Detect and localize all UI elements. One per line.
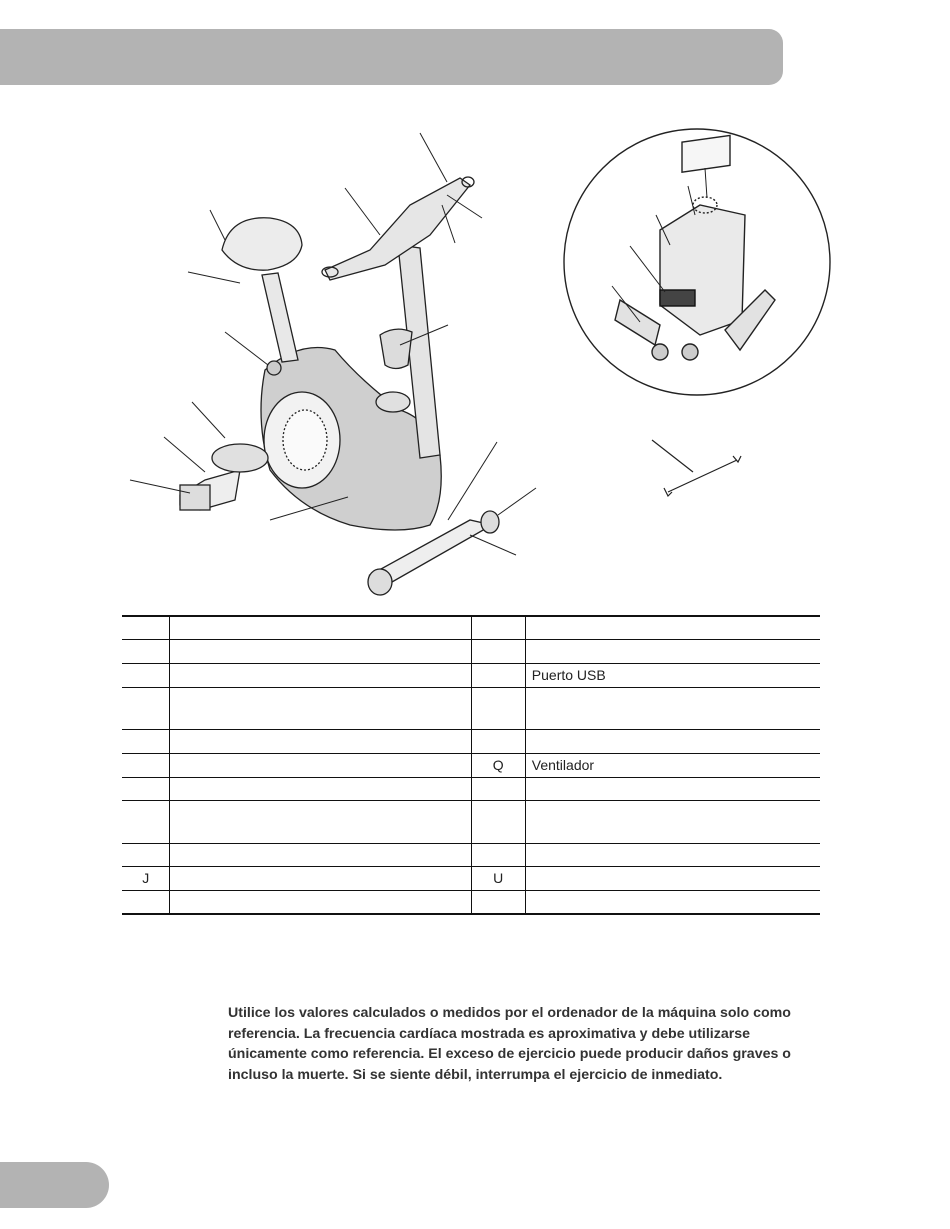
rear-foot-right xyxy=(481,511,499,533)
left-letter: J xyxy=(122,866,170,890)
right-description xyxy=(525,729,820,753)
right-description xyxy=(525,687,820,729)
right-description xyxy=(525,866,820,890)
left-description xyxy=(170,866,471,890)
left-description xyxy=(170,800,471,843)
right-letter xyxy=(471,843,525,866)
seat xyxy=(222,218,302,270)
console-display xyxy=(682,135,730,172)
table-row xyxy=(122,616,820,639)
table-row xyxy=(122,729,820,753)
left-letter xyxy=(122,616,170,639)
detail-knob-right xyxy=(682,344,698,360)
right-description xyxy=(525,843,820,866)
right-letter xyxy=(471,639,525,663)
bottle-holder xyxy=(380,329,412,368)
right-description xyxy=(525,800,820,843)
flywheel-vents xyxy=(283,410,327,470)
right-description xyxy=(525,890,820,914)
left-description xyxy=(170,687,471,729)
right-letter xyxy=(471,616,525,639)
rear-foot-left xyxy=(368,569,392,595)
table-row xyxy=(122,687,820,729)
left-letter xyxy=(122,687,170,729)
right-letter xyxy=(471,729,525,753)
warning-line-1: Utilice los valores calculados o medidos por el ordenador de la máquina solo como xyxy=(228,1005,791,1021)
left-letter xyxy=(122,890,170,914)
table-row xyxy=(122,663,820,687)
right-letter: Q xyxy=(471,753,525,777)
right-description xyxy=(525,639,820,663)
right-letter xyxy=(471,890,525,914)
detail-knob-left xyxy=(652,344,668,360)
left-letter xyxy=(122,663,170,687)
left-description xyxy=(170,639,471,663)
pedal-left xyxy=(212,444,268,472)
left-letter xyxy=(122,729,170,753)
warning-line-3: únicamente como referencia. El exceso de ejercicio puede producir daños graves o xyxy=(228,1046,791,1062)
table-row xyxy=(122,890,820,914)
left-letter xyxy=(122,843,170,866)
left-description xyxy=(170,843,471,866)
table-row xyxy=(122,866,820,890)
right-description: Puerto USB xyxy=(525,663,820,687)
right-description: Ventilador xyxy=(525,753,820,777)
left-letter xyxy=(122,800,170,843)
table-row xyxy=(122,800,820,843)
table-row xyxy=(122,639,820,663)
left-letter xyxy=(122,753,170,777)
power-cord xyxy=(668,460,737,492)
table-row xyxy=(122,753,820,777)
left-description xyxy=(170,729,471,753)
exercise-bike-illustration xyxy=(0,0,950,610)
left-description xyxy=(170,753,471,777)
warning-line-4: incluso la muerte. Si se siente débil, interrumpa el ejercicio de inmediato. xyxy=(228,1066,723,1083)
right-letter xyxy=(471,800,525,843)
right-letter xyxy=(471,777,525,800)
left-description xyxy=(170,663,471,687)
page-tab xyxy=(0,1162,109,1208)
left-letter xyxy=(122,639,170,663)
right-letter xyxy=(471,663,525,687)
console-speaker xyxy=(660,290,695,306)
pedal-right xyxy=(376,392,410,412)
table-row xyxy=(122,777,820,800)
table-row xyxy=(122,843,820,866)
console-handlebar xyxy=(325,178,470,280)
right-letter xyxy=(471,687,525,729)
right-letter: U xyxy=(471,866,525,890)
parts-table xyxy=(122,615,820,915)
left-description xyxy=(170,616,471,639)
warning-text xyxy=(228,1003,868,1085)
front-foot xyxy=(180,485,210,510)
right-description xyxy=(525,616,820,639)
left-description xyxy=(170,777,471,800)
seat-adjust-knob xyxy=(267,361,281,375)
right-description xyxy=(525,777,820,800)
warning-line-2: referencia. La frecuencia cardíaca mostrada es aproximativa y debe utilizarse xyxy=(228,1025,751,1042)
left-letter xyxy=(122,777,170,800)
seat-post xyxy=(262,273,298,362)
left-description xyxy=(170,890,471,914)
